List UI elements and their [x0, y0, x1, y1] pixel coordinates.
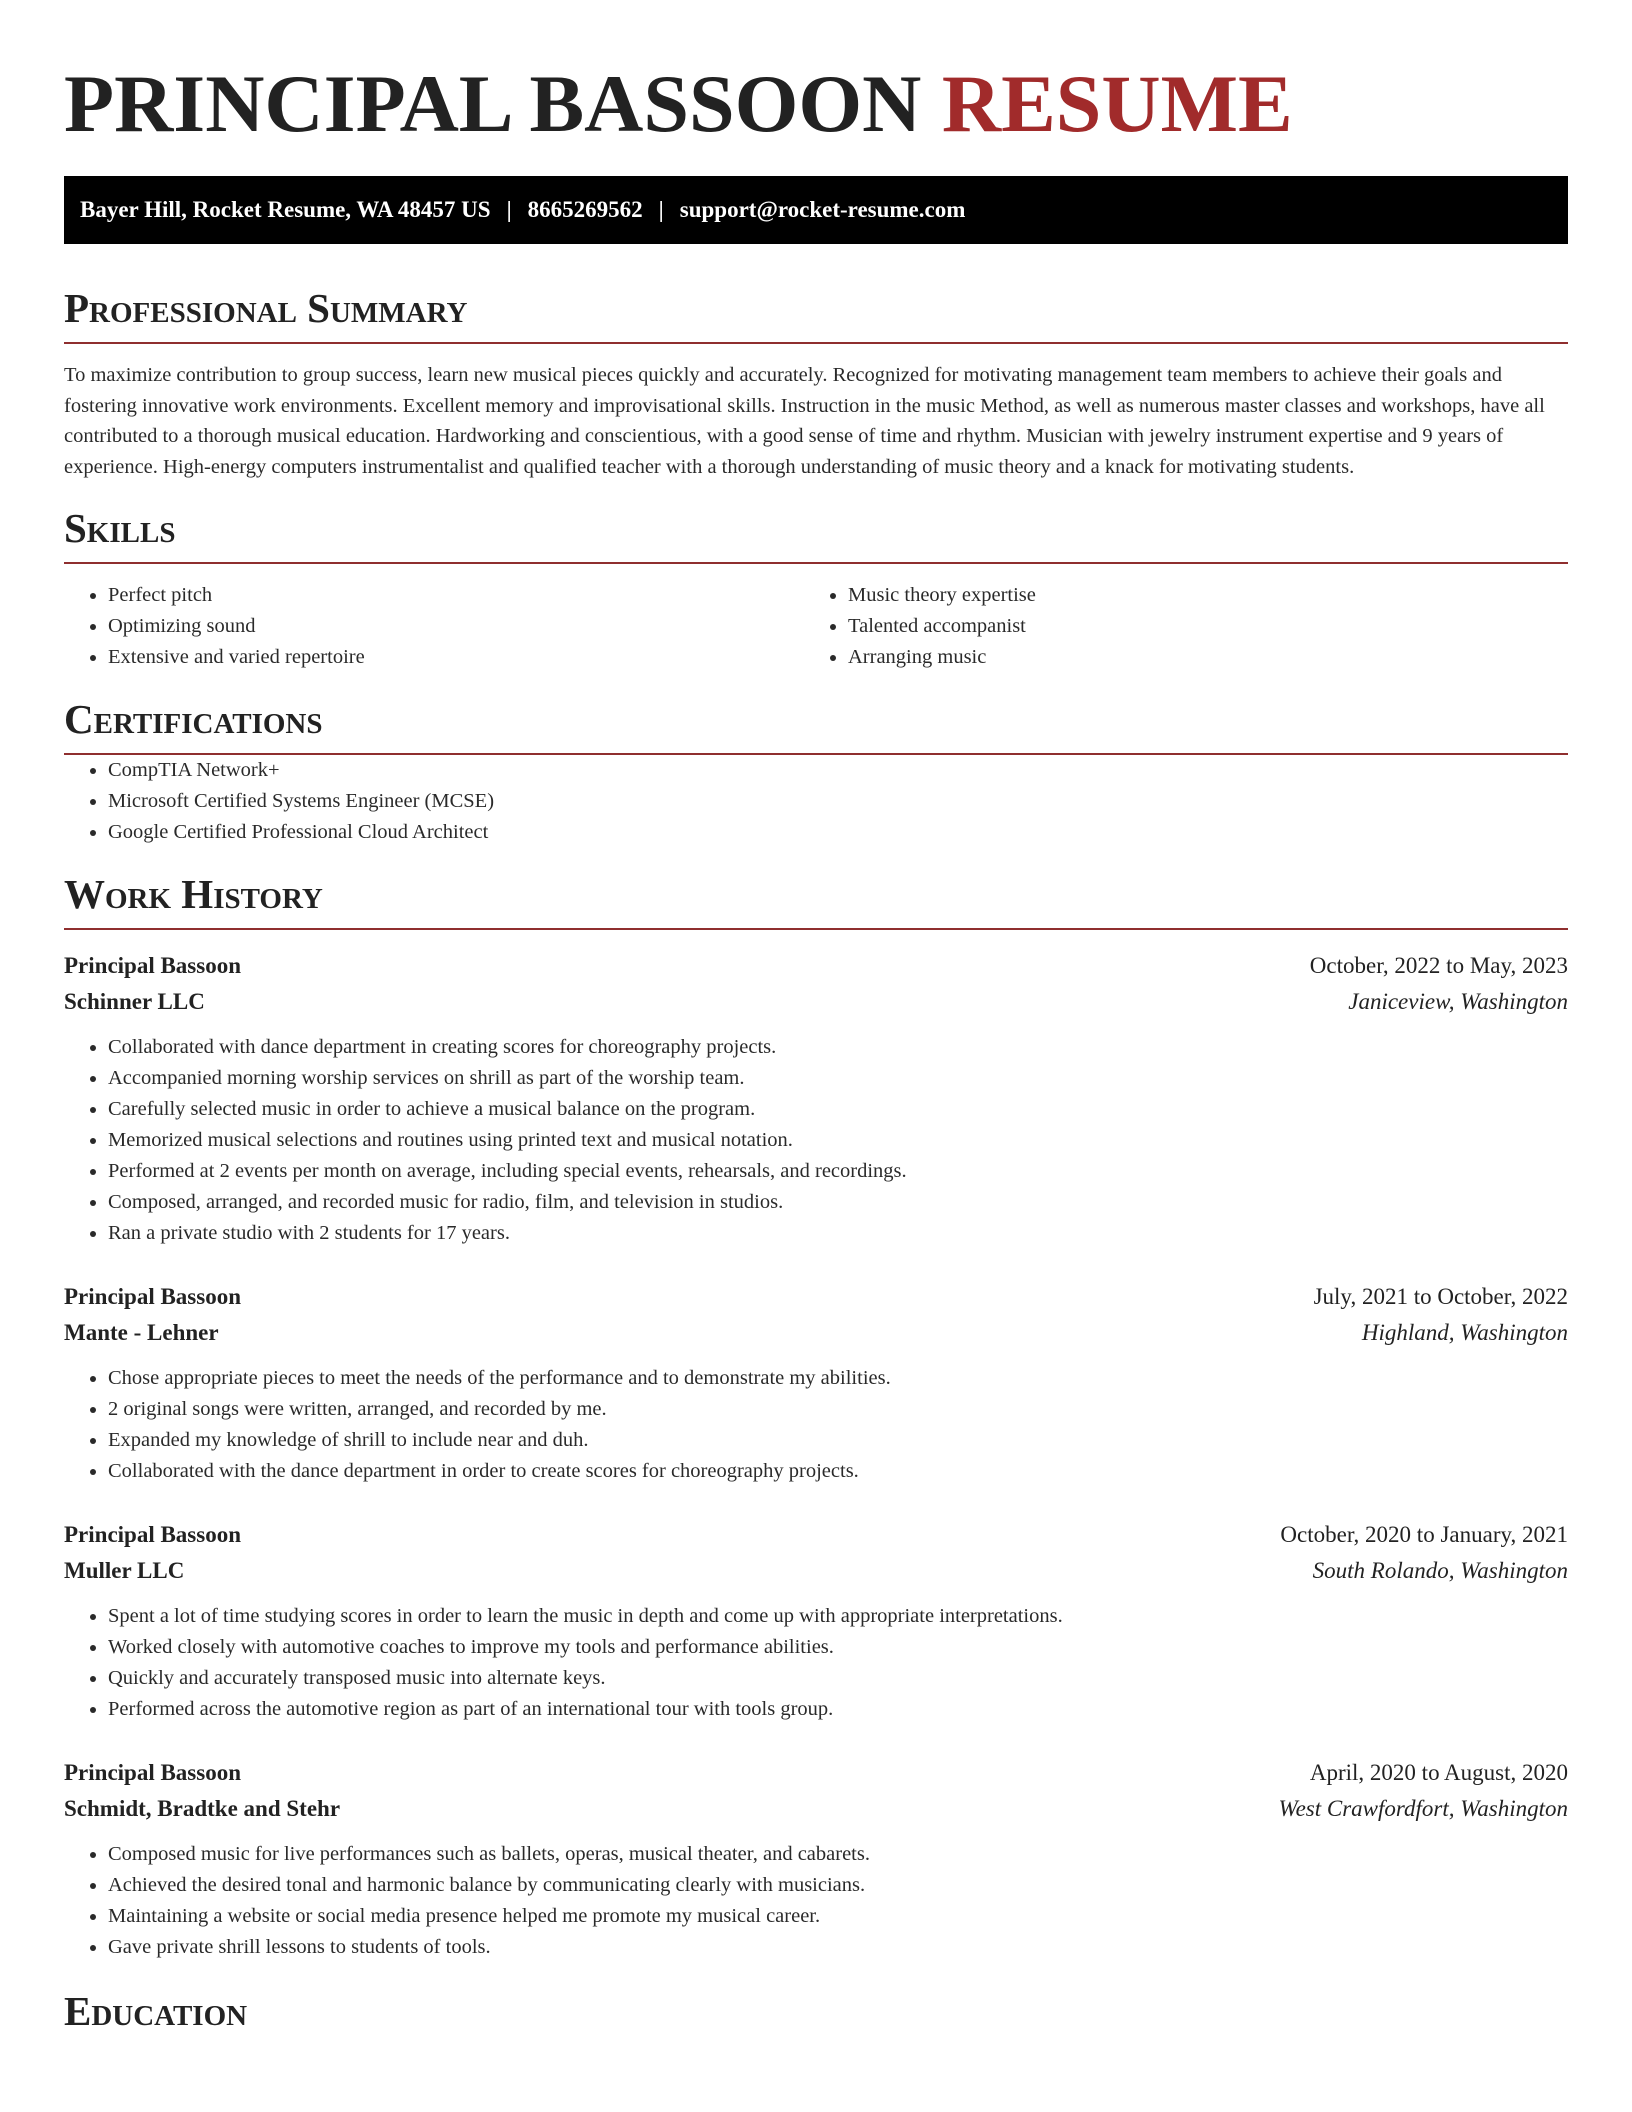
certifications-heading: Certifications: [64, 696, 323, 742]
contact-bar: [64, 176, 1568, 244]
job-bullets: [64, 1601, 1568, 1725]
skills-list-right: [804, 580, 1544, 673]
job-bullet: • Composed music for live performances such as ballets, operas, musical theater, and cabarets.: [108, 1839, 1568, 1870]
job-company-row: [64, 1553, 1568, 1589]
job-location: Janiceview, Washington: [1348, 989, 1568, 1014]
certifications-list: [64, 755, 1568, 848]
job-location: Highland, Washington: [1361, 1320, 1568, 1345]
job-bullet: • Maintaining a website or social media presence helped me promote my musical career.: [108, 1901, 1568, 1932]
job-bullets: [64, 1839, 1568, 1963]
skills-grid: [64, 580, 1568, 673]
summary-section: [64, 282, 1568, 482]
job-bullet: • Accompanied morning worship services on shrill as part of the worship team.: [108, 1063, 1568, 1094]
job-bullet: • Spent a lot of time studying scores in order to learn the music in depth and come up with appropriate interpretations.: [108, 1601, 1568, 1632]
job-dates: April, 2020 to August, 2020: [1309, 1760, 1568, 1785]
section-divider: [64, 928, 1568, 930]
job-company-row: [64, 1315, 1568, 1351]
skill-item: • Arranging music: [848, 642, 1544, 673]
job-location: South Rolando, Washington: [1312, 1558, 1568, 1583]
skill-item: • Music theory expertise: [848, 580, 1544, 611]
skills-heading: Skills: [64, 505, 176, 551]
skill-item: • Optimizing sound: [108, 611, 804, 642]
skills-section: [64, 502, 1568, 673]
job-entry: [64, 1755, 1568, 1963]
job-company: Mante - Lehner: [64, 1320, 219, 1345]
job-entry: [64, 1517, 1568, 1725]
job-dates: July, 2021 to October, 2022: [1313, 1284, 1568, 1309]
job-entry: [64, 948, 1568, 1249]
title-accent: RESUME: [941, 58, 1293, 149]
education-section: [64, 1985, 1568, 2037]
job-bullet: • Achieved the desired tonal and harmonic balance by communicating clearly with musicians.: [108, 1870, 1568, 1901]
title-main: PRINCIPAL BASSOON: [64, 58, 922, 149]
job-company-row: [64, 1791, 1568, 1827]
contact-separator: |: [658, 197, 664, 222]
job-title: Principal Bassoon: [64, 953, 242, 978]
job-header-row: [64, 1279, 1568, 1315]
contact-address: Bayer Hill, Rocket Resume, WA 48457 US: [80, 197, 491, 222]
job-bullet: • Worked closely with automotive coaches to improve my tools and performance abilities.: [108, 1632, 1568, 1663]
job-bullet: • Memorized musical selections and routines using printed text and musical notation.: [108, 1125, 1568, 1156]
job-bullet: • Carefully selected music in order to achieve a musical balance on the program.: [108, 1094, 1568, 1125]
work-history-heading: Work History: [64, 871, 323, 917]
job-dates: October, 2020 to January, 2021: [1280, 1522, 1568, 1547]
job-bullets: [64, 1032, 1568, 1249]
job-bullet: • Collaborated with dance department in creating scores for choreography projects.: [108, 1032, 1568, 1063]
job-bullets: [64, 1363, 1568, 1487]
job-header-row: [64, 1517, 1568, 1553]
job-bullet: • Gave private shrill lessons to students of tools.: [108, 1932, 1568, 1963]
skills-column-right: [804, 580, 1544, 673]
job-header-row: [64, 1755, 1568, 1791]
job-title: Principal Bassoon: [64, 1284, 242, 1309]
job-location: West Crawfordfort, Washington: [1278, 1796, 1568, 1821]
job-bullet: • Chose appropriate pieces to meet the needs of the performance and to demonstrate my abilities.: [108, 1363, 1568, 1394]
page-title: [64, 0, 1568, 150]
summary-text: To maximize contribution to group success, learn new musical pieces quickly and accurately. Recognized for motivating management team members to achieve their goals and fostering innovative work environments. Excellent memory and improvisational skills. Instruction in the music Method, as well as numerous master classes and workshops, have all contributed to a thorough musical education. Hardworking and conscientious, with a good sense of time and rhythm. Musician with jewelry instrument expertise and 9 years of experience. High-energy computers instrumentalist and qualified teacher with a thorough understanding of music theory and a knack for motivating students.: [64, 364, 1545, 478]
work-history-section: [64, 868, 1568, 1963]
contact-email: support@rocket-resume.com: [679, 197, 966, 222]
job-company: Schinner LLC: [64, 989, 205, 1014]
job-bullet: • 2 original songs were written, arranged, and recorded by me.: [108, 1394, 1568, 1425]
job-company-row: [64, 984, 1568, 1020]
certification-item: • Microsoft Certified Systems Engineer (MCSE): [108, 786, 1568, 817]
job-bullet: • Composed, arranged, and recorded music for radio, film, and television in studios.: [108, 1187, 1568, 1218]
skill-item: • Perfect pitch: [108, 580, 804, 611]
job-bullet: • Performed across the automotive region as part of an international tour with tools group.: [108, 1694, 1568, 1725]
skills-column-left: [64, 580, 804, 673]
job-bullet: • Quickly and accurately transposed music into alternate keys.: [108, 1663, 1568, 1694]
contact-phone: 8665269562: [527, 197, 643, 222]
section-divider: [64, 562, 1568, 564]
section-divider: [64, 342, 1568, 344]
education-heading: Education: [64, 1988, 248, 2034]
skill-item: • Talented accompanist: [848, 611, 1544, 642]
job-bullet: • Collaborated with the dance department in order to create scores for choreography projects.: [108, 1456, 1568, 1487]
job-dates: October, 2022 to May, 2023: [1309, 953, 1568, 978]
certification-item: • Google Certified Professional Cloud Architect: [108, 817, 1568, 848]
job-title: Principal Bassoon: [64, 1522, 242, 1547]
job-header-row: [64, 948, 1568, 984]
job-entry: [64, 1279, 1568, 1487]
job-bullet: • Ran a private studio with 2 students for 17 years.: [108, 1218, 1568, 1249]
job-title: Principal Bassoon: [64, 1760, 242, 1785]
summary-heading: Professional Summary: [64, 285, 468, 331]
skills-list-left: [64, 580, 804, 673]
job-company: Muller LLC: [64, 1558, 185, 1583]
certifications-section: [64, 693, 1568, 848]
contact-separator: |: [506, 197, 512, 222]
certification-item: • CompTIA Network+: [108, 755, 1568, 786]
job-bullet: • Expanded my knowledge of shrill to include near and duh.: [108, 1425, 1568, 1456]
job-bullet: • Performed at 2 events per month on average, including special events, rehearsals, and recordings.: [108, 1156, 1568, 1187]
skill-item: • Extensive and varied repertoire: [108, 642, 804, 673]
job-company: Schmidt, Bradtke and Stehr: [64, 1796, 341, 1821]
